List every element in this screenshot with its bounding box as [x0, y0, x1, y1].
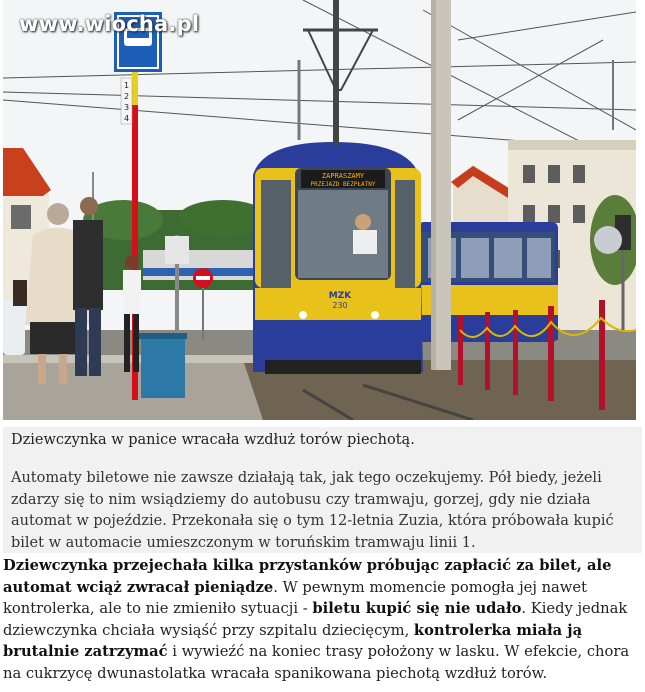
- photo-caption: Dziewczynka w panice wracała wzdłuż torów piechotą.: [11, 432, 415, 448]
- highlight-1: Dziewczynka przejechała kilka przystanków próbując zapłacić za bilet, ale automat wciąż zwracał pieniądze: [3, 557, 612, 596]
- article-photo: [3, 0, 636, 420]
- site-watermark: www.wiocha.pl: [19, 12, 200, 36]
- stop-number-4: 4: [124, 114, 130, 123]
- tram-stop-scene: [3, 0, 636, 420]
- stop-number-3: 3: [124, 103, 130, 112]
- article-body: [3, 555, 635, 685]
- highlight-2: biletu kupić się nie udało: [312, 600, 522, 618]
- tram-display-line1: ZAPRASZAMY: [321, 172, 365, 180]
- highlight-3: kontrolerka miała ją brutalnie zatrzymać: [3, 621, 583, 661]
- tram-display-line2: PRZEJAZD BEZPŁATNY: [310, 181, 376, 188]
- tram-number: 230: [332, 301, 348, 310]
- body-text-2: . Kiedy jednak dziewczynka chciała wysiąść przy szpitalu dziecięcym,: [3, 600, 628, 639]
- lead-paragraph: Automaty biletowe nie zawsze działają tak, jak tego oczekujemy. Pół biedy, jeżeli zdarzy się to nim wsiądziemy do autobusu czy tramwaju, gorzej, gdy nie działa automat w pojeździe. Przekonała się o tym 12-letnia Zuzia, która próbowała kupić bilet w automacie umieszczonym w toruńskim tramwaju linii 1.: [11, 470, 614, 551]
- body-text-3: i wywieźć na koniec trasy położony w lasku. W efekcie, chora na cukrzycę dwunastolatka wracała spanikowana piechotą wzdłuż torów.: [3, 643, 630, 682]
- stop-number-1: 1: [124, 81, 130, 90]
- stop-number-2: 2: [124, 92, 130, 101]
- intro-box: [3, 427, 642, 553]
- body-text-1: . W pewnym momencie pomogła jej nawet kontrolerka, ale to nie zmieniło sytuacji -: [3, 578, 587, 618]
- tram-brand: MZK: [328, 291, 352, 301]
